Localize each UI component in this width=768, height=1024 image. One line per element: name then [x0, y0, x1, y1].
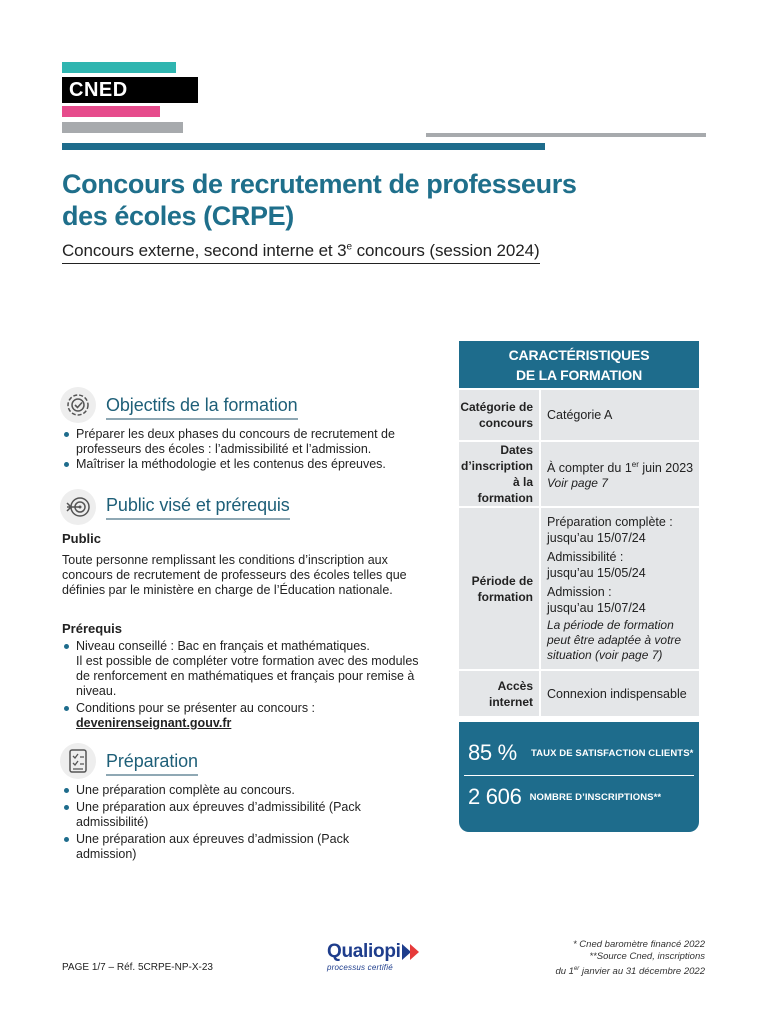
- acces-label: Accès internet: [459, 671, 541, 716]
- target-check-icon: [60, 387, 96, 423]
- list-item: Niveau conseillé : Bac en français et mathématiques. Il est possible de compléter votre formation avec des modules de renforcement en mathématiques et français pour remise à niveau.: [62, 639, 422, 699]
- dates-label: Dates d’inscription à la formation: [459, 442, 541, 506]
- objectifs-list: [62, 427, 422, 472]
- qualiopi-logo: Qualiopi processus certifié: [327, 942, 420, 972]
- list-item: Préparer les deux phases du concours de recrutement de professeurs des écoles : l’admissibilité et l’admission.: [62, 427, 422, 457]
- categorie-value: Catégorie A: [547, 408, 613, 422]
- satisfaction-value: 85 %: [468, 740, 517, 765]
- section-title-public: Public visé et prérequis: [106, 495, 290, 520]
- prerequis-list: [62, 639, 422, 731]
- prerequis-label: Prérequis: [62, 621, 122, 636]
- dates-value: À compter du 1er juin 2023 Voir page 7: [547, 459, 694, 491]
- periode-label: Période de formation: [459, 508, 541, 669]
- qualiopi-arrows-icon: [402, 942, 420, 962]
- title-line-2: des écoles (CRPE): [62, 201, 294, 231]
- stats-box: [459, 722, 699, 832]
- characteristics-heading: CARACTÉRISTIQUES DE LA FORMATION: [459, 341, 699, 388]
- section-title-preparation: Préparation: [106, 751, 198, 776]
- stat-satisfaction: [468, 740, 694, 766]
- public-label: Public: [62, 531, 102, 546]
- public-text: Toute personne remplissant les conditions d’inscription aux concours de recrutement de professeurs des écoles telles que définies par le ministère en charge de l’Éducation nationale.: [62, 553, 407, 597]
- preparation-list: [62, 783, 362, 862]
- title-line-1: Concours de recrutement de professeurs: [62, 169, 577, 199]
- list-item: Une préparation aux épreuves d’admission (Pack admission): [62, 832, 362, 862]
- header-rule-blue: [62, 143, 545, 150]
- footer-notes: * Cned baromètre financé 2022 **Source Cned, inscriptions du 1er janvier au 31 décembre 2022: [555, 939, 705, 978]
- list-item: Conditions pour se présenter au concours : devenirenseignant.gouv.fr: [62, 701, 422, 731]
- periode-value: Préparation complète : jusqu’au 15/07/24 Admissibilité : jusqu’au 15/05/24 Admission : jusqu’au 15/07/24 La période de formation peut être adaptée à votre situation (voir page 7): [547, 515, 682, 662]
- row-categorie: [459, 388, 699, 440]
- satisfaction-label: TAUX DE SATISFACTION CLIENTS*: [530, 747, 694, 759]
- cned-logo: CNED: [62, 77, 198, 103]
- inscriptions-value: 2 606: [468, 784, 522, 809]
- target-arrow-icon: [60, 489, 96, 525]
- acces-value: Connexion indispensable: [547, 686, 687, 701]
- logo-gray-bar: [62, 122, 183, 133]
- header-rule-gray: [426, 133, 706, 137]
- inscriptions-label: NOMBRE D’INSCRIPTIONS**: [529, 791, 662, 803]
- row-dates: [459, 440, 699, 506]
- list-item: Maîtriser la méthodologie et les contenus des épreuves.: [62, 457, 422, 472]
- devenirenseignant-link[interactable]: devenirenseignant.gouv.fr: [76, 716, 232, 730]
- page-reference: PAGE 1/7 – Réf. 5CRPE-NP-X-23: [62, 962, 213, 973]
- list-item: Une préparation aux épreuves d’admissibilité (Pack admissibilité): [62, 800, 362, 830]
- logo-pink-bar: [62, 106, 160, 117]
- characteristics-panel: [459, 341, 699, 716]
- categorie-label: Catégorie de concours: [459, 390, 541, 440]
- row-periode: [459, 506, 699, 669]
- row-acces: [459, 669, 699, 716]
- page-title: [62, 168, 622, 232]
- page-subtitle: Concours externe, second interne et 3e concours (session 2024): [62, 241, 540, 264]
- stats-divider: [464, 775, 694, 776]
- checklist-icon: [60, 743, 96, 779]
- section-title-objectifs: Objectifs de la formation: [106, 395, 298, 420]
- list-item: Une préparation complète au concours.: [62, 783, 362, 798]
- stat-inscriptions: [468, 784, 694, 810]
- logo-teal-bar: [62, 62, 176, 73]
